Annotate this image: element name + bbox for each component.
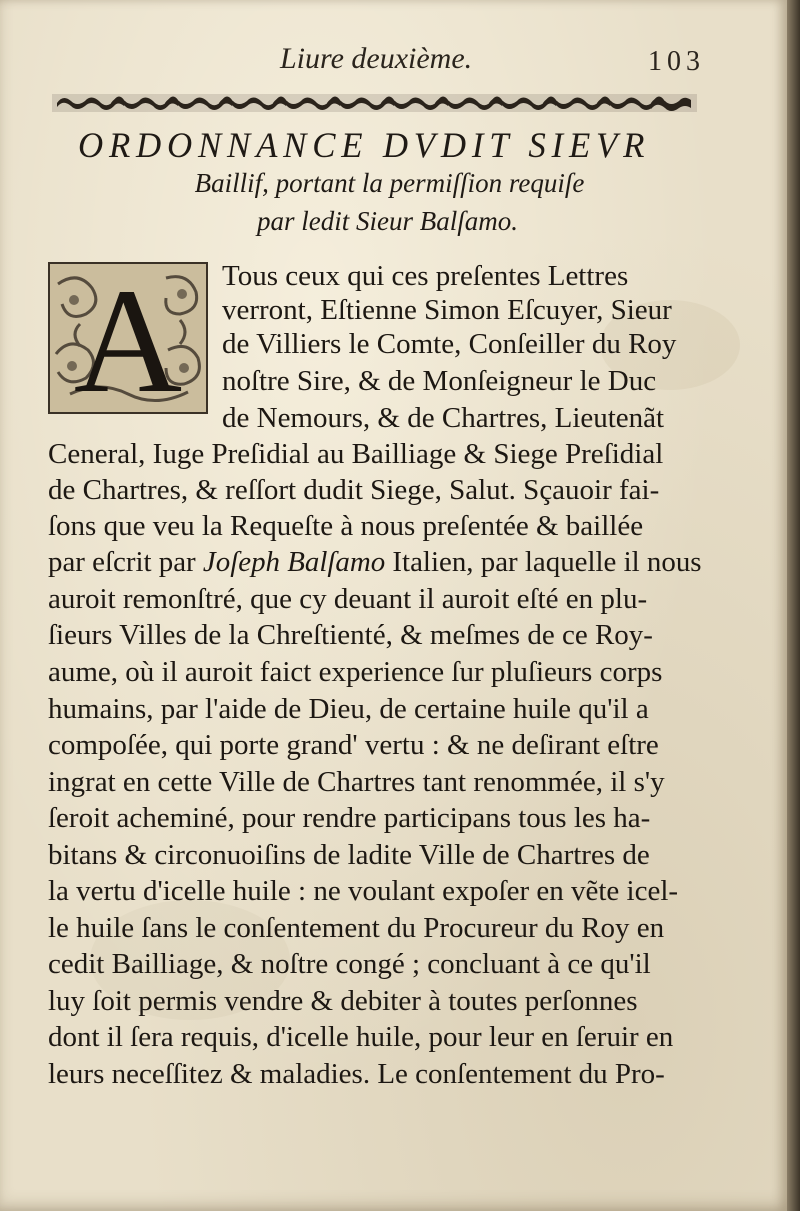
text-line: humains, par l'aide de Dieu, de certaine huile qu'il a <box>48 693 649 725</box>
text-line: ſons que veu la Requeſte à nous preſentée & baillée <box>48 510 644 542</box>
text-line: le huile ſans le conſentement du Procureur du Roy en <box>48 912 665 944</box>
text-line: verront, Eſtienne Simon Eſcuyer, Sieur <box>222 294 672 326</box>
text-line: de Nemours, & de Chartres, Lieutenãt <box>222 402 665 434</box>
person-name: Joſeph Balſamo <box>202 546 386 578</box>
text-line: cedit Bailliage, & noſtre congé ; concluant à ce qu'il <box>48 948 651 980</box>
book-gutter <box>787 0 800 1211</box>
page-header <box>0 42 787 82</box>
page-number: 103 <box>648 46 705 77</box>
text-line: la vertu d'icelle huile : ne voulant expoſer en vẽte icel- <box>48 875 679 907</box>
text-line: compoſée, qui porte grand' vertu : & ne deſirant eſtre <box>48 729 659 761</box>
decorated-initial <box>48 258 208 424</box>
text-line: de Chartres, & reſſort dudit Siege, Salut. Sçauoir fai- <box>48 474 660 506</box>
initial-letter: A <box>73 258 183 424</box>
text-line: noſtre Sire, & de Monſeigneur le Duc <box>222 365 657 397</box>
heading-subtitle: Baillif, portant la permiſſion requiſe <box>194 168 585 198</box>
text-line: Ceneral, Iuge Preſidial au Bailliage & Siege Preſidial <box>48 438 664 470</box>
text-line: ſieurs Villes de la Chreſtienté, & meſmes de ce Roy- <box>48 619 653 651</box>
ornament-band <box>52 92 697 114</box>
heading-subtitle: par ledit Sieur Balſamo. <box>257 206 518 236</box>
running-title: Liure deuxième. <box>280 42 473 75</box>
heading-title: ORDONNANCE DVDIT SIEVR <box>78 125 651 165</box>
text-segment: par eſcrit par <box>48 546 196 578</box>
ornament-icon <box>52 92 697 114</box>
text-line: de Villiers le Comte, Conſeiller du Roy <box>222 328 677 360</box>
text-line: auroit remonſtré, que cy deuant il auroit eſté en plu- <box>48 583 648 615</box>
text-line <box>48 545 702 579</box>
text-segment: Italien, par laquelle il nous <box>392 546 702 578</box>
text-line: dont il ſera requis, d'icelle huile, pour leur en ſeruir en <box>48 1021 674 1053</box>
text-line: leurs neceſſitez & maladies. Le conſentement du Pro- <box>48 1058 665 1090</box>
text-line: bitans & circonuoiſins de ladite Ville de Chartres de <box>48 839 650 871</box>
text-line: luy ſoit permis vendre & debiter à toutes perſonnes <box>48 985 638 1017</box>
text-line: ſeroit acheminé, pour rendre participans tous les ha- <box>48 802 651 834</box>
text-line: aume, où il auroit faict experience ſur pluſieurs corps <box>48 656 663 688</box>
text-line: ingrat en cette Ville de Chartres tant renommée, il s'y <box>48 766 665 798</box>
text-line: Tous ceux qui ces preſentes Lettres <box>222 260 629 292</box>
